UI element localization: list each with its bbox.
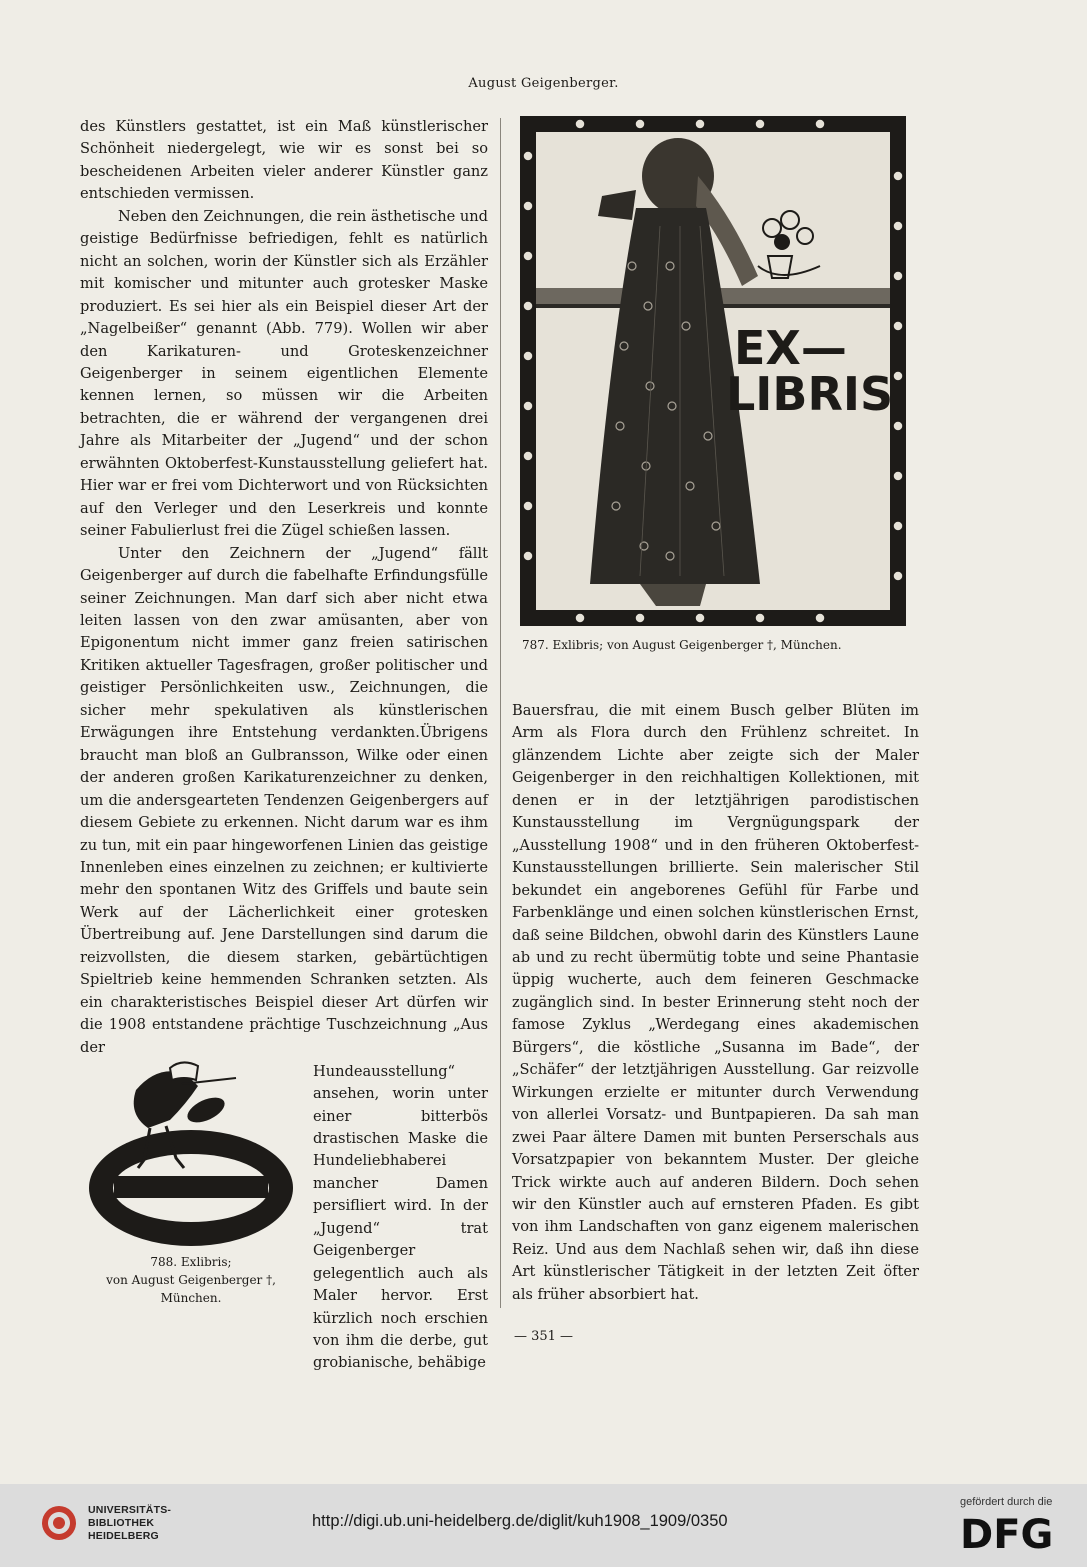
left-text-column bbox=[80, 116, 488, 1059]
figure-caption-788 bbox=[78, 1253, 304, 1307]
dfg-logo-text: DFG bbox=[960, 1514, 1054, 1554]
caption-line: von August Geigenberger †, bbox=[106, 1273, 276, 1287]
right-text-column bbox=[512, 700, 919, 1306]
paragraph: Bauersfrau, die mit einem Busch gelber Blüten im Arm als Flora durch den Frühlenz schreitet. In glänzendem Lichte aber zeigte sich der Maler Geigenberger in den reichhaltigen Kollektionen, mit denen er in der letztjährigen parodistischen Kunstausstellung im Vergnügungspark der „Ausstellung 1908“ und in den früheren Oktoberfest-Kunstausstellungen brillierte. Sein malerischer Stil bekundet ein angeborenes Gefühl für Farbe und Farbenklänge und einen solchen künstlerischen Ernst, daß seine Bildchen, obwohl darin des Künstlers Laune ab und zu recht übermütig tobte und seine Phantasie üppig wucherte, auch dem feineren Geschmacke zugänglich sind. In bester Erinnerung steht noch der famose Zyklus „Werdegang eines akademischen Bürgers“, die köstliche „Susanna im Bade“, der „Schäfer“ der letztjährigen Ausstellung. Gar reizvolle Wirkungen erzielte er mitunter durch Verwendung von allerlei Vorsatz- und Buntpapieren. Da sah man zwei Paar ältere Damen mit bunten Perserschals aus Vorsatzpapier von bekanntem Muster. Der gleiche Trick wirkte auch auf anderen Bildern. Doch sehen wir den Künstler auch auf ernsteren Pfaden. Es gibt von ihm Landschaften von ganz eigenem malerischen Reiz. Und aus dem Nachlaß sehen wir, daß ihn diese Art künstlerischer Tätigkeit in der letzten Zeit öfter als früher absorbiert hat. bbox=[512, 702, 919, 1303]
exlibris-illustration-787 bbox=[520, 116, 906, 626]
dfg-logo-icon bbox=[960, 1514, 1072, 1554]
paragraph: Unter den Zeichnern der „Jugend“ fällt Geigenberger auf durch die fabelhafte Erfindungsfülle seiner Zeichnungen. Man darf sich aber nicht etwa leiten lassen von den zwar amüsanten, aber von Epigonentum nicht immer ganz freien satirischen Kritiken aktueller Tagesfragen, großer politischer und geistiger Persönlichkeiten usw., Zeichnungen, die sicher mehr spekulativen als künstlerischen Erwägungen ihre Entstehung verdankten.Übrigens braucht man bloß an Gulbransson, Wilke oder einen der anderen großen Karikaturenzeichner zu denken, um die andersgearteten Tendenzen Geigenbergers auf diesem Gebiete zu erkennen. Nicht darum war es ihm zu tun, mit ein paar hingeworfenen Linien das geistige Innenleben eines einzelnen zu zeichnen; er kultivierte mehr den spontanen Witz des Griffels und baute sein Werk auf der Lächerlichkeit einer grotesken Übertreibung auf. Jene Darstellungen sind darum die reizvollsten, die diesem starken, gebärtüchtigen Spieltrieb keine hemmenden Schranken setzten. Als ein charakteristisches Beispiel dieser Art dürfen wir die 1908 entstandene prächtige Tuschzeichnung „Aus der bbox=[80, 544, 488, 1056]
running-head: August Geigenberger. bbox=[468, 76, 619, 91]
caption-line: München. bbox=[160, 1291, 222, 1305]
paragraph: Neben den Zeichnungen, die rein ästhetische und geistige Bedürfnisse befriedigen, fehlt es natürlich nicht an solchen, worin der Künstler sich als Erzähler mit komischer und mitunter auch grotesker Maske produziert. Es sei hier als ein Beispiel dieser Art der „Nagelbeißer“ genannt (Abb. 779). Wollen wir aber den Karikaturen- und Groteskenzeichner Geigenberger in seinem eigentlichen Elemente kennen lernen, so müssen wir die Arbeiten betrachten, die er während der vergangenen drei Jahre als Mitarbeiter der „Jugend“ und der schon erwähnten Oktoberfest-Kunstausstellung geliefert hat. Hier war er frei vom Dichterwort und von Rücksichten auf den Verleger und den Leserkreis und konnte seiner Fabulierlust frei die Zügel schießen lassen. bbox=[80, 207, 489, 540]
exlibris-text-line2: LIBRIS bbox=[726, 367, 894, 421]
column-divider bbox=[500, 118, 501, 1308]
page-number: — 351 — bbox=[513, 1329, 574, 1344]
caption-line: 788. Exlibris; bbox=[150, 1255, 232, 1269]
sponsor-label: gefördert durch die bbox=[960, 1496, 1053, 1508]
exlibris-text-line1: EX— bbox=[734, 321, 847, 375]
library-name: UNIVERSITÄTS- BIBLIOTHEK HEIDELBERG bbox=[88, 1504, 172, 1542]
digitization-footer bbox=[0, 1484, 1087, 1567]
exlibris-illustration-788 bbox=[86, 1050, 296, 1250]
figure-caption-787: 787. Exlibris; von August Geigenberger †, München. bbox=[522, 638, 842, 652]
paragraph: Hundeausstellung“ ansehen, worin unter einer bitterbös drastischen Maske die Hundeliebhaberei mancher Damen persifliert wird. In der „Jugend“ trat Geigenberger gelegentlich auch als Maler hervor. Erst kürzlich noch erschien von ihm die derbe, gut grobianische, behäbige bbox=[313, 1062, 488, 1372]
university-seal-icon bbox=[40, 1504, 78, 1542]
source-url-link[interactable]: http://digi.ub.uni-heidelberg.de/diglit/kuh1908_1909/0350 bbox=[312, 1512, 728, 1530]
paragraph: des Künstlers gestattet, ist ein Maß künstlerischer Schönheit niedergelegt, wie wir es sonst bei so bescheidenen Arbeiten vieler anderer Künstler ganz entschieden vermissen. bbox=[80, 118, 488, 203]
